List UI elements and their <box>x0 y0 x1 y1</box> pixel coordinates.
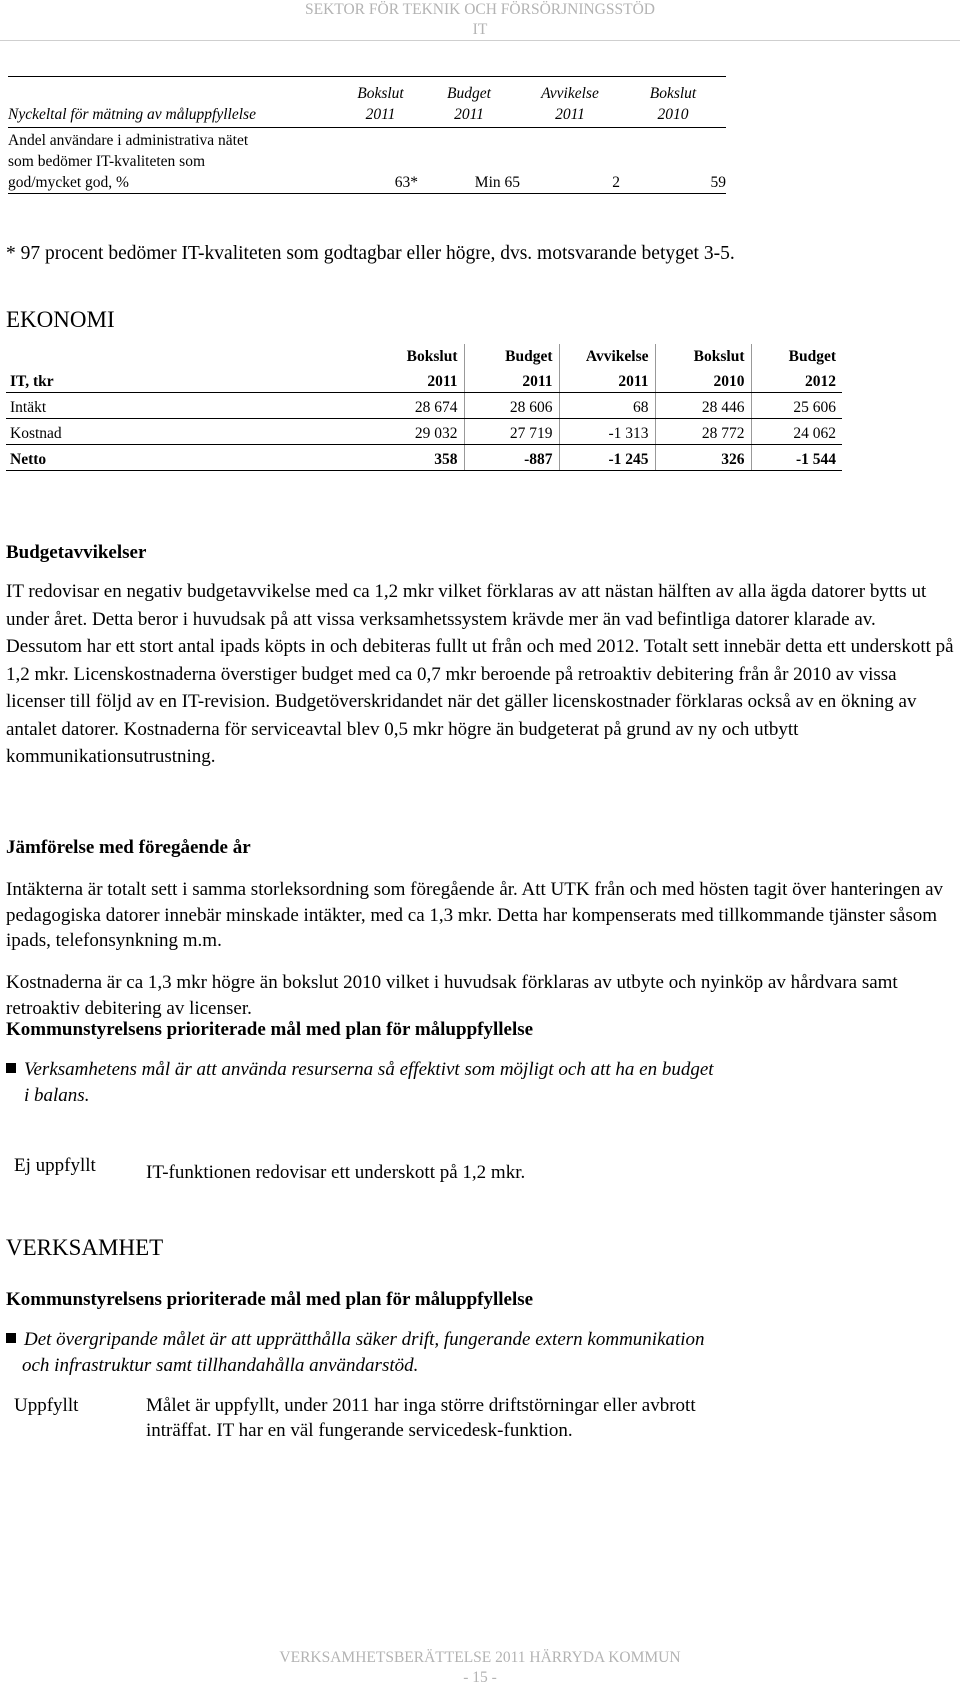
key-indicator-table <box>8 76 726 194</box>
header-rule <box>0 40 960 41</box>
key-cell: 59 <box>620 128 726 194</box>
economy-row <box>6 393 842 419</box>
economy-col-header: Bokslut <box>655 344 751 367</box>
economy-cell: 326 <box>655 445 751 471</box>
economy-col-year: 2010 <box>655 367 751 393</box>
goal-comment: IT-funktionen redovisar ett underskott på 1,2 mkr. <box>146 1162 526 1183</box>
header-unit: IT <box>472 21 488 38</box>
operations-comment: Målet är uppfyllt, under 2011 har inga större driftstörningar eller avbrott inträffat. IT har en väl fungerande servicedesk-funktion. <box>146 1395 696 1441</box>
economy-cell: 358 <box>302 445 464 471</box>
economy-col-header: Budget <box>464 344 559 367</box>
key-cell: 63* <box>343 128 418 194</box>
economy-row-label: Netto <box>6 445 302 471</box>
economy-col-year: 2011 <box>302 367 464 393</box>
economy-cell: 28 674 <box>302 393 464 419</box>
square-bullet-icon <box>6 1333 16 1343</box>
operations-heading: VERKSAMHET <box>6 1235 164 1260</box>
key-col-header: Bokslut 2010 <box>620 77 726 128</box>
economy-col-header: Bokslut <box>302 344 464 367</box>
economy-cell: 28 772 <box>655 419 751 445</box>
economy-row-label: Kostnad <box>6 419 302 445</box>
key-col-header: Budget 2011 <box>418 77 520 128</box>
economy-cell: 24 062 <box>751 419 842 445</box>
economy-cell: 28 446 <box>655 393 751 419</box>
key-cell: 2 <box>520 128 620 194</box>
operations-status: Uppfyllt <box>14 1395 79 1416</box>
square-bullet-icon <box>6 1063 16 1073</box>
operations-goal-statement: Det övergripande målet är att upprätthålla säker drift, fungerande extern kommunikation och infrastruktur samt tillhandahålla användarstöd. <box>6 1327 705 1378</box>
economy-cell: 27 719 <box>464 419 559 445</box>
key-col-header: Bokslut 2011 <box>343 77 418 128</box>
economy-table <box>6 344 842 471</box>
page-footer <box>0 1648 960 1688</box>
economy-row-label: Intäkt <box>6 393 302 419</box>
economy-cell: 28 606 <box>464 393 559 419</box>
key-row-label: Andel användare i administrativa nätet som bedömer IT-kvaliteten som god/mycket god, % <box>8 128 343 194</box>
footer-title: VERKSAMHETSBERÄTTELSE 2011 HÄRRYDA KOMMUN <box>279 1649 681 1666</box>
economy-unit-label: IT, tkr <box>6 367 302 393</box>
key-col-header: Avvikelse 2011 <box>520 77 620 128</box>
economy-cell: 68 <box>559 393 655 419</box>
goals-heading: Kommunstyrelsens prioriterade mål med plan för måluppfyllelse <box>6 1019 534 1040</box>
key-cell: Min 65 <box>418 128 520 194</box>
page-header <box>0 0 960 40</box>
economy-header-row <box>6 367 842 393</box>
comparison-paragraph: Kostnaderna är ca 1,3 mkr högre än bokslut 2010 vilket i huvudsak förklaras av utbyte och nyinköp av hårdvara samt retroaktiv debitering av licenser. <box>6 972 898 1019</box>
economy-cell: -1 313 <box>559 419 655 445</box>
economy-cell: 29 032 <box>302 419 464 445</box>
key-table-row <box>8 128 726 194</box>
economy-col-year: 2011 <box>464 367 559 393</box>
operations-goals-heading: Kommunstyrelsens prioriterade mål med plan för måluppfyllelse <box>6 1289 534 1310</box>
page-number: - 15 - <box>463 1669 497 1686</box>
comparison-heading: Jämförelse med föregående år <box>6 837 251 858</box>
budget-deviation-text: IT redovisar en negativ budgetavvikelse med ca 1,2 mkr vilket förklaras av att nästan hälften av alla ägda datorer bytts ut under året. Detta beror i huvudsak på att vissa verksamhetssystem krävde mer än vad befintliga datorer klarade av. Dessutom har ett stort antal ipads köpts in och debiteras fullt ut från och med 2012. Totalt sett innebär detta ett underskott på 1,2 mkr. Licenskostnaderna överstiger budget med ca 0,7 mkr beroende på retroaktiv debitering från år 2010 av vissa licenser till följd av en IT-revision. Budgetöverskridandet när det gäller licenskostnader förklaras också av en ökning av antalet datorer. Kostnaderna för serviceavtal blev 0,5 mkr högre än budgeterat på grund av ny och utbytt kommunikationsutrustning. <box>6 581 954 767</box>
header-section: SEKTOR FÖR TEKNIK OCH FÖRSÖRJNINGSSTÖD <box>305 1 655 18</box>
footnote: * 97 procent bedömer IT-kvaliteten som godtagbar eller högre, dvs. motsvarande betyget 3-5. <box>6 243 735 264</box>
economy-header-row <box>6 344 842 367</box>
economy-row <box>6 419 842 445</box>
economy-col-year: 2011 <box>559 367 655 393</box>
key-table-title: Nyckeltal för mätning av måluppfyllelse <box>8 77 343 128</box>
budget-deviation-heading: Budgetavvikelser <box>6 542 147 563</box>
goal-status: Ej uppfyllt <box>14 1155 96 1176</box>
economy-row <box>6 445 842 471</box>
economy-col-header: Budget <box>788 348 836 365</box>
economy-cell: -1 245 <box>559 445 655 471</box>
goal-statement: Verksamhetens mål är att använda resurserna så effektivt som möjligt och att ha en budget i balans. <box>6 1057 714 1108</box>
economy-cell: -887 <box>464 445 559 471</box>
economy-cell: -1 544 <box>751 445 842 471</box>
economy-col-year: 2012 <box>751 367 842 393</box>
key-table-header <box>8 77 726 128</box>
comparison-paragraph: Intäkterna är totalt sett i samma storleksordning som föregående år. Att UTK från och med hösten tagit över hanteringen av pedagogiska datorer innebär minskade intäkter, med ca 1,3 mkr. Detta har kompenserats med tillkommande tjänster såsom ipads, telefonsynkning m.m. <box>6 879 944 951</box>
economy-col-header: Avvikelse <box>559 344 655 367</box>
economy-cell: 25 606 <box>751 393 842 419</box>
economy-heading: EKONOMI <box>6 307 115 332</box>
